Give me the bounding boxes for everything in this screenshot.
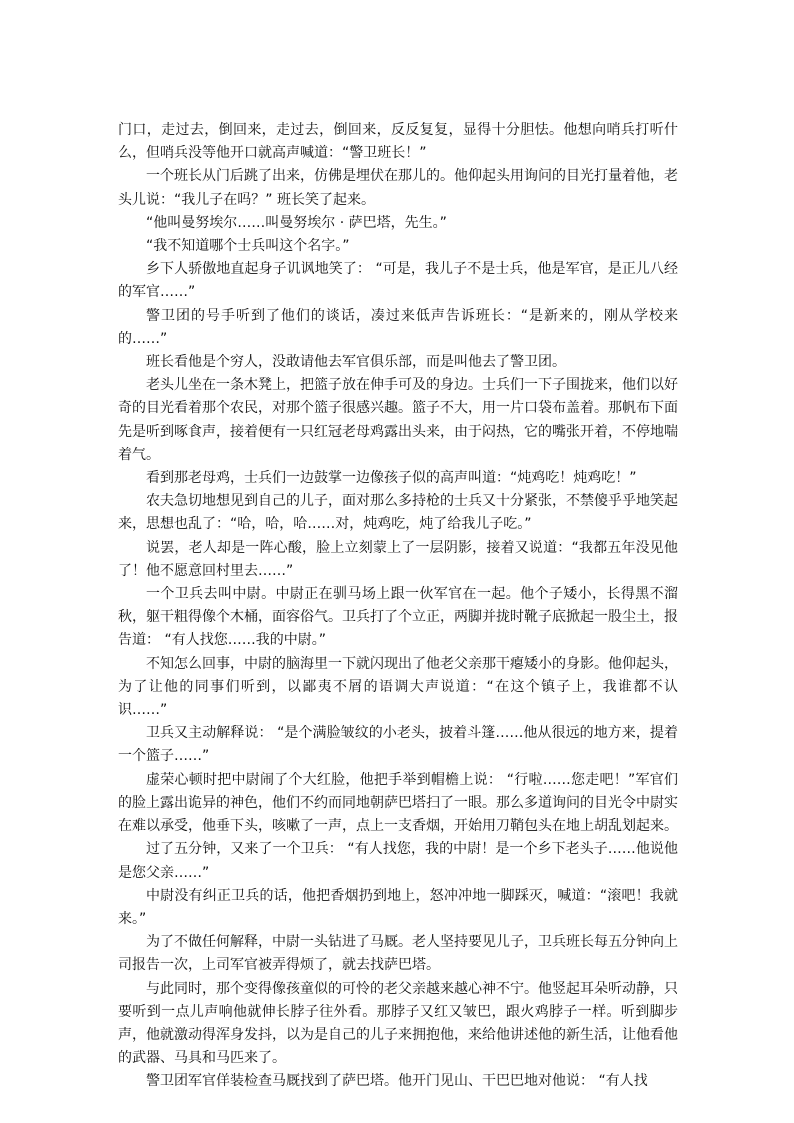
paragraph-20: 警卫团军官佯装检查马厩找到了萨巴塔。他开门见山、干巴巴地对他说： “有人找: [146, 1073, 648, 1090]
paragraph-6: 警卫团的号手听到了他们的谈话，凑过来低声告诉班长：“是新来的，刚从学校来的……”: [118, 307, 678, 347]
paragraph-5: 乡下人骄傲地直起身子讥讽地笑了： “可是，我儿子不是士兵，他是军官，是正儿八经的军官……”: [118, 261, 678, 301]
paragraph-8: 老头儿坐在一条木凳上，把篮子放在伸手可及的身边。士兵们一下子围拢来，他们以好奇的目光看着那个农民，对那个篮子很感兴趣。篮子不大，用一片口袋布盖着。那帆布下面先是听到啄食声，接着便有一只红冠老母鸡露出头来，由于闷热，它的嘴张开着，不停地喘着气。: [118, 377, 678, 463]
paragraph-4: “我不知道哪个士兵叫这个名字。”: [146, 238, 350, 255]
paragraph-18: 为了不做任何解释，中尉一头钻进了马厩。老人坚持要见儿子，卫兵班长每五分钟向上司报告一次，上司军官被弄得烦了，就去找萨巴塔。: [118, 934, 678, 974]
paragraph-10: 农夫急切地想见到自己的儿子，面对那么多持枪的士兵又十分紧张，不禁傻乎乎地笑起来，思想也乱了：“哈，哈，哈……对，炖鸡吃，炖了给我儿子吃。”: [118, 493, 678, 533]
paragraph-15: 虚荣心顿时把中尉闹了个大红脸，他把手举到帽檐上说： “行啦……您走吧！”军官们的脸上露出诡异的神色，他们不约而同地朝萨巴塔扫了一眼。那么多道询问的目光令中尉实在难以承受，他垂下头，咳嗽了一声，点上一支香烟，开始用刀鞘包头在地上胡乱划起来。: [118, 771, 678, 835]
paragraph-14: 卫兵又主动解释说： “是个满脸皱纹的小老头，披着斗篷……他从很远的地方来，提着一个篮子……”: [118, 725, 678, 765]
paragraph-16: 过了五分钟，又来了一个卫兵： “有人找您，我的中尉！是一个乡下老头子……他说他是您父亲……”: [118, 841, 678, 881]
paragraph-3: “他叫曼努埃尔……叫曼努埃尔 · 萨巴塔，先生。”: [146, 214, 447, 231]
paragraph-7: 班长看他是个穷人，没敢请他去军官俱乐部，而是叫他去了警卫团。: [146, 354, 566, 371]
paragraph-1: 门口，走过去，倒回来，走过去，倒回来，反反复复，显得十分胆怯。他想向哨兵打听什么，但哨兵没等他开口就高声喊道：“警卫班长！”: [118, 122, 678, 162]
document-page: [118, 119, 678, 1094]
paragraph-19: 与此同时，那个变得像孩童似的可怜的老父亲越来越心神不宁。他竖起耳朵听动静，只要听到一点儿声响他就伸长脖子往外看。那脖子又红又皱巴，跟火鸡脖子一样。听到脚步声，他就激动得浑身发抖，以为是自己的儿子来拥抱他，来给他讲述他的新生活，让他看他的武器、马具和马匹来了。: [118, 980, 678, 1067]
paragraph-9: 看到那老母鸡，士兵们一边鼓掌一边像孩子似的高声叫道：“炖鸡吃！炖鸡吃！”: [146, 470, 637, 487]
paragraph-13: 不知怎么回事，中尉的脑海里一下就闪现出了他老父亲那干瘪矮小的身影。他仰起头，为了让他的同事们听到，以鄙夷不屑的语调大声说道：“在这个镇子上，我谁都不认识……”: [118, 655, 678, 719]
paragraph-2: 一个班长从门后跳了出来，仿佛是埋伏在那儿的。他仰起头用询问的目光打量着他，老头儿说：“我儿子在吗？” 班长笑了起来。: [118, 168, 678, 208]
paragraph-11: 说罢，老人却是一阵心酸，脸上立刻蒙上了一层阴影，接着又说道：“我都五年没见他了！他不愿意回村里去……”: [118, 539, 678, 579]
paragraph-12: 一个卫兵去叫中尉。中尉正在驯马场上跟一伙军官在一起。他个子矮小，长得黑不溜秋，躯干粗得像个木桶，面容俗气。卫兵打了个立正，两脚并拢时靴子底掀起一股尘土，报告道： “有人找您……我的中尉。”: [118, 586, 678, 649]
paragraph-17: 中尉没有纠正卫兵的话，他把香烟扔到地上，怒冲冲地一脚踩灭，喊道：“滚吧！我就来。”: [118, 887, 678, 927]
